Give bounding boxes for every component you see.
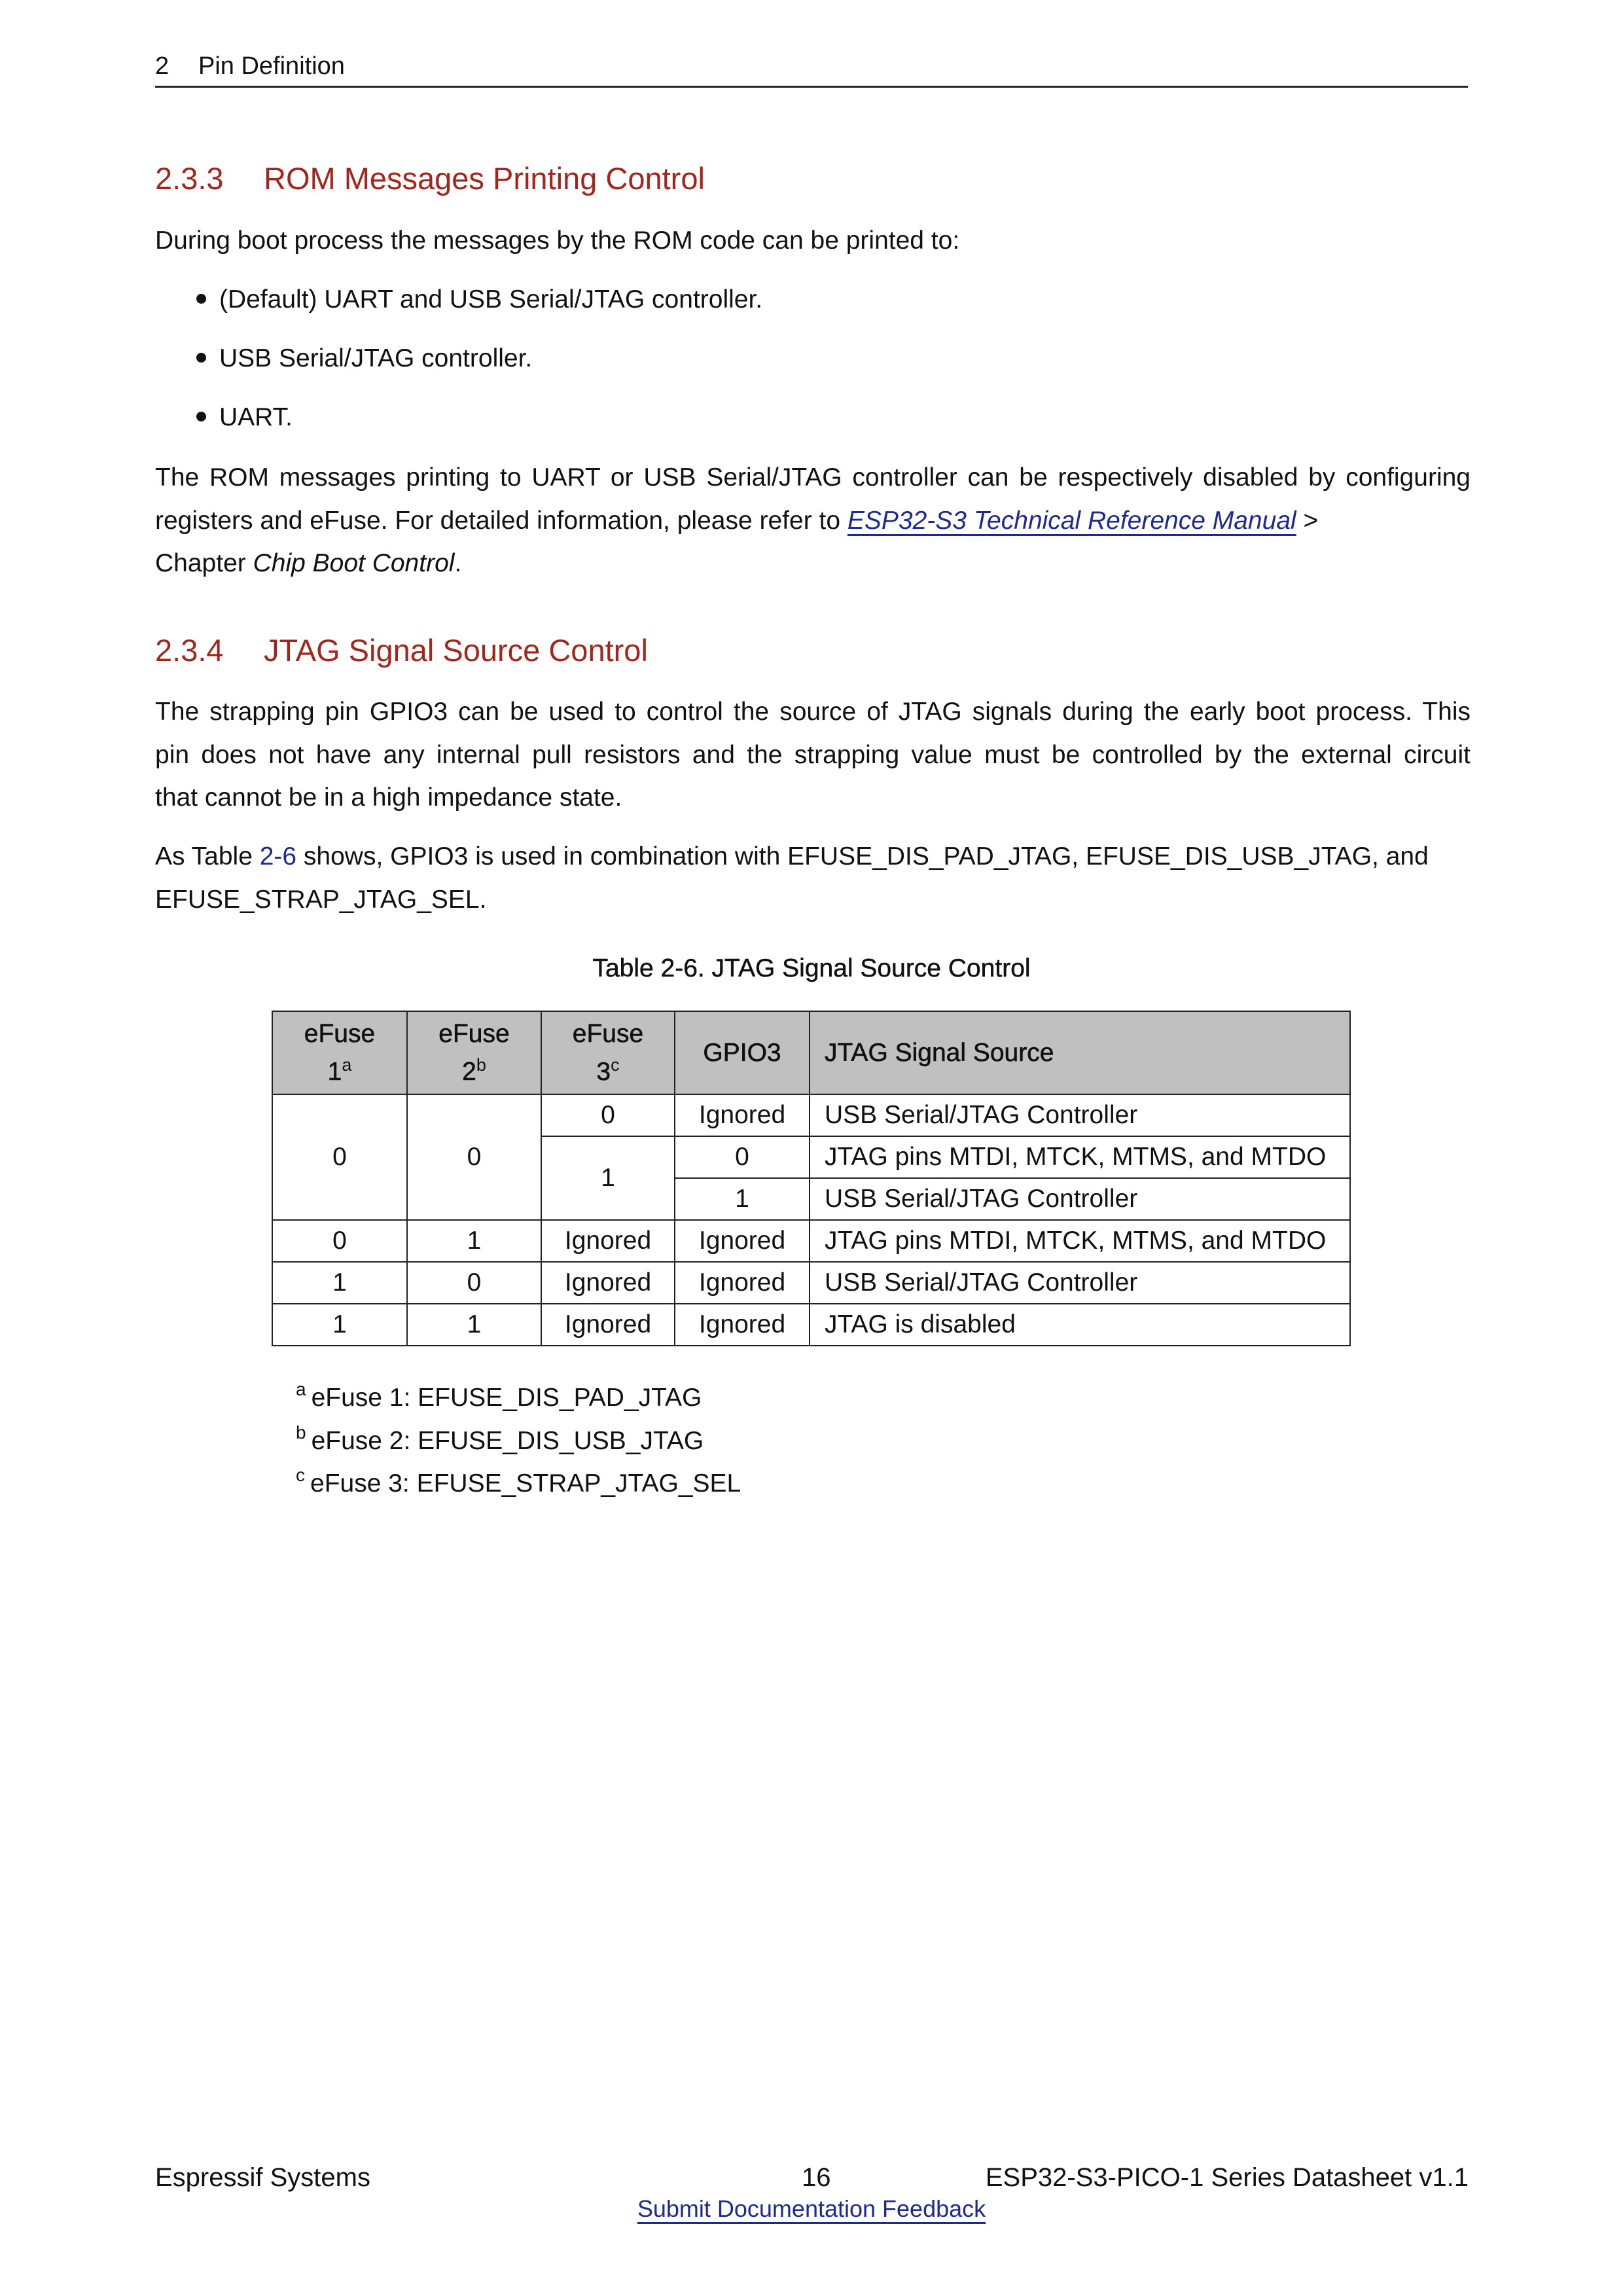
cell-gpio3: Ignored	[675, 1304, 810, 1346]
cell-efuse-1: 1	[272, 1304, 407, 1346]
chapter-title: Pin Definition	[198, 52, 345, 80]
paragraph-table-ref	[155, 835, 1471, 921]
table-row	[272, 1094, 1350, 1136]
footnote-mark: b	[296, 1422, 306, 1443]
footnote-mark: c	[611, 1054, 620, 1075]
section-number: 2.3.3	[155, 161, 224, 196]
list-item-text: UART.	[219, 403, 293, 431]
table-footnote	[296, 1422, 704, 1458]
cell-source: JTAG pins MTDI, MTCK, MTMS, and MTDO	[810, 1220, 1350, 1262]
chapter-reference: Chip Boot Control	[253, 549, 455, 577]
chapter-number: 2	[155, 52, 169, 80]
cell-efuse-1: 0	[272, 1220, 407, 1262]
cell-efuse-2: 0	[407, 1094, 541, 1220]
list-item-text: (Default) UART and USB Serial/JTAG controller.	[219, 285, 763, 314]
cell-efuse-1: 1	[272, 1262, 407, 1304]
cell-gpio3: 1	[675, 1178, 810, 1220]
table-row	[272, 1304, 1350, 1346]
cell-efuse-2: 1	[407, 1220, 541, 1262]
cell-source: JTAG pins MTDI, MTCK, MTMS, and MTDO	[810, 1136, 1350, 1178]
cell-source: USB Serial/JTAG Controller	[810, 1178, 1350, 1220]
paragraph-rom-disable	[155, 456, 1471, 585]
table-row	[272, 1262, 1350, 1304]
footer-company: Espressif Systems	[155, 2163, 370, 2192]
paragraph-line	[155, 542, 1471, 585]
cell-efuse-3: Ignored	[541, 1304, 675, 1346]
section-title: JTAG Signal Source Control	[264, 633, 648, 668]
bullet-icon	[196, 353, 206, 363]
list-item	[196, 401, 293, 434]
column-header-jtag-signal-source: JTAG Signal Source	[810, 1011, 1350, 1094]
paragraph-line: pin does not have any internal pull resistors and the strapping value must be controlled by the external circuit	[155, 740, 1471, 769]
header-number: 2	[462, 1057, 476, 1086]
footnote-text: eFuse 2: EFUSE_DIS_USB_JTAG	[311, 1427, 704, 1455]
header-number: 3	[596, 1057, 611, 1086]
cell-efuse-3: 0	[541, 1094, 675, 1136]
column-header-efuse-1	[272, 1011, 407, 1094]
cell-efuse-1: 0	[272, 1094, 407, 1220]
paragraph-line: The ROM messages printing to UART or USB Serial/JTAG controller can be respectively disabled by configuring	[155, 463, 1471, 492]
table-caption: Table 2-6. JTAG Signal Source Control	[592, 954, 1031, 982]
column-header-gpio3: GPIO3	[675, 1011, 810, 1094]
paragraph-line: that cannot be in a high impedance state.	[155, 783, 622, 812]
trm-link[interactable]: ESP32-S3 Technical Reference Manual	[847, 506, 1296, 535]
header-label: eFuse	[304, 1019, 376, 1048]
cell-efuse-2: 1	[407, 1304, 541, 1346]
footnote-mark: b	[476, 1054, 486, 1075]
table-2-6-link[interactable]: 2-6	[259, 842, 297, 870]
section-heading-2-3-4	[155, 632, 648, 669]
column-header-efuse-3	[541, 1011, 675, 1094]
paragraph-text: registers and eFuse. For detailed information, please refer to	[155, 506, 847, 535]
paragraph-text: >	[1296, 506, 1319, 535]
footnote-mark: c	[296, 1465, 305, 1485]
paragraph-line	[155, 835, 1471, 878]
jtag-signal-source-table	[272, 1011, 1351, 1346]
paragraph-text: shows, GPIO3 is used in combination with EFUSE_DIS_PAD_JTAG, EFUSE_DIS_USB_JTAG, and	[296, 842, 1429, 870]
footnote-mark: a	[296, 1379, 306, 1399]
footer-feedback-container	[0, 2194, 1623, 2224]
cell-gpio3: 0	[675, 1136, 810, 1178]
footnote-text: eFuse 1: EFUSE_DIS_PAD_JTAG	[311, 1384, 702, 1412]
footnote-mark: a	[342, 1054, 352, 1075]
cell-source: USB Serial/JTAG Controller	[810, 1094, 1350, 1136]
column-header-efuse-2	[407, 1011, 541, 1094]
running-header	[155, 51, 345, 81]
cell-source: USB Serial/JTAG Controller	[810, 1262, 1350, 1304]
cell-efuse-2: 0	[407, 1262, 541, 1304]
cell-gpio3: Ignored	[675, 1262, 810, 1304]
table-footnote	[296, 1467, 741, 1500]
table-header-row	[272, 1011, 1350, 1094]
paragraph-line: The strapping pin GPIO3 can be used to control the source of JTAG signals during the early boot process. This	[155, 698, 1471, 726]
table-row	[272, 1220, 1350, 1262]
footnote-text: eFuse 3: EFUSE_STRAP_JTAG_SEL	[310, 1469, 741, 1498]
bullet-icon	[196, 294, 206, 304]
paragraph-strapping	[155, 691, 1471, 819]
header-label: eFuse	[438, 1019, 510, 1048]
cell-efuse-3: Ignored	[541, 1262, 675, 1304]
paragraph-text: During boot process the messages by the ROM code can be printed to:	[155, 226, 960, 255]
paragraph-text: .	[454, 549, 462, 577]
bullet-icon	[196, 412, 206, 422]
list-item	[196, 283, 762, 316]
header-label: eFuse	[572, 1019, 644, 1048]
submit-feedback-link[interactable]: Submit Documentation Feedback	[637, 2195, 986, 2222]
paragraph-text: Chapter	[155, 549, 253, 577]
footer-document-title: ESP32-S3-PICO-1 Series Datasheet v1.1	[985, 2163, 1469, 2192]
cell-efuse-3: Ignored	[541, 1220, 675, 1262]
section-number: 2.3.4	[155, 633, 224, 668]
table-footnote	[296, 1379, 702, 1414]
footer-page-number: 16	[802, 2163, 831, 2192]
paragraph-rom-intro	[155, 219, 1471, 262]
cell-gpio3: Ignored	[675, 1094, 810, 1136]
list-item	[196, 342, 532, 375]
paragraph-line: EFUSE_STRAP_JTAG_SEL.	[155, 885, 487, 914]
paragraph-line	[155, 499, 1471, 543]
list-item-text: USB Serial/JTAG controller.	[219, 344, 533, 372]
cell-gpio3: Ignored	[675, 1220, 810, 1262]
section-heading-2-3-3	[155, 160, 705, 197]
header-number: 1	[327, 1057, 342, 1086]
cell-efuse-3: 1	[541, 1136, 675, 1220]
section-title: ROM Messages Printing Control	[264, 161, 705, 196]
cell-source: JTAG is disabled	[810, 1304, 1350, 1346]
header-rule	[155, 86, 1468, 88]
paragraph-text: As Table	[155, 842, 260, 870]
